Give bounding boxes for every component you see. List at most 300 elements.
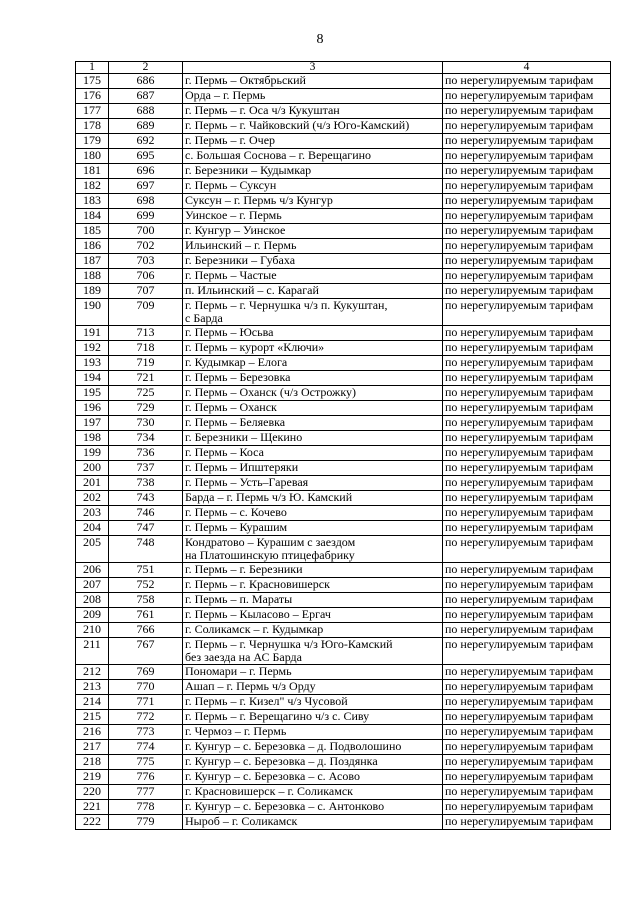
row-number-cell — [76, 431, 109, 446]
route-number-cell — [109, 119, 183, 134]
route-name-cell-text: г. Пермь – г. Очер — [185, 133, 276, 147]
tariff-cell — [443, 476, 611, 491]
tariff-cell — [443, 104, 611, 119]
route-number-cell — [109, 695, 183, 710]
route-name-cell — [183, 341, 443, 356]
row-number-cell-text: 187 — [83, 253, 101, 267]
route-name-cell-text: Уинское – г. Пермь — [185, 208, 282, 222]
route-name-cell — [183, 593, 443, 608]
tariff-cell — [443, 506, 611, 521]
row-number-cell — [76, 209, 109, 224]
route-name-cell-text: Ильинский – г. Пермь — [185, 238, 297, 252]
route-number-cell-text: 729 — [136, 400, 155, 414]
table-row — [76, 725, 611, 740]
route-number-cell — [109, 623, 183, 638]
tariff-cell-text: по нерегулируемым тарифам — [445, 664, 594, 678]
row-number-cell — [76, 593, 109, 608]
row-number-cell — [76, 536, 109, 563]
tariff-cell — [443, 785, 611, 800]
tariff-cell-text: по нерегулируемым тарифам — [445, 253, 594, 267]
tariff-cell — [443, 770, 611, 785]
row-number-cell — [76, 800, 109, 815]
tariff-cell-text: по нерегулируемым тарифам — [445, 724, 594, 738]
route-number-cell — [109, 194, 183, 209]
route-name-cell — [183, 194, 443, 209]
route-name-cell — [183, 74, 443, 89]
route-number-cell-text: 700 — [136, 223, 155, 237]
row-number-cell-text: 180 — [83, 148, 101, 162]
row-number-cell — [76, 119, 109, 134]
tariff-cell — [443, 179, 611, 194]
row-number-cell — [76, 725, 109, 740]
tariff-cell-text: по нерегулируемым тарифам — [445, 193, 594, 207]
route-number-cell-text: 777 — [136, 784, 155, 798]
row-number-cell-text: 194 — [83, 370, 101, 384]
route-number-cell-text: 702 — [136, 238, 155, 252]
route-name-cell-text: г. Кунгур – с. Березовка – с. Антонково — [185, 799, 385, 813]
route-name-cell — [183, 710, 443, 725]
row-number-cell — [76, 149, 109, 164]
row-number-cell-text: 178 — [83, 118, 101, 132]
row-number-cell-text: 207 — [83, 577, 101, 591]
row-number-cell-text: 201 — [83, 475, 101, 489]
route-number-cell-text: 773 — [136, 724, 155, 738]
route-name-cell-text: г. Пермь – г. Чернушка ч/з п. Кукуштан, с Барда — [185, 298, 388, 325]
row-number-cell-text: 185 — [83, 223, 101, 237]
route-name-cell-text: г. Пермь – г. Чернушка ч/з Юго-Камский без заезда на АС Барда — [185, 637, 393, 664]
route-number-cell — [109, 89, 183, 104]
table-row — [76, 680, 611, 695]
tariff-cell-text: по нерегулируемым тарифам — [445, 163, 594, 177]
table-row — [76, 521, 611, 536]
route-number-cell-text: 696 — [136, 163, 155, 177]
tariff-cell — [443, 623, 611, 638]
table-row — [76, 506, 611, 521]
route-number-cell-text: 725 — [136, 385, 155, 399]
table-row — [76, 623, 611, 638]
table-row — [76, 578, 611, 593]
route-name-cell-text: Кондратово – Курашим с заездом на Платошинскую птицефабрику — [185, 535, 356, 562]
route-number-cell — [109, 209, 183, 224]
route-name-cell-text: г. Пермь – с. Кочево — [185, 505, 287, 519]
route-number-cell — [109, 491, 183, 506]
table-row — [76, 341, 611, 356]
row-number-cell-text: 218 — [83, 754, 101, 768]
tariff-cell-text: по нерегулируемым тарифам — [445, 520, 594, 534]
route-name-cell — [183, 815, 443, 830]
route-number-cell — [109, 755, 183, 770]
table-row — [76, 239, 611, 254]
route-number-cell — [109, 299, 183, 326]
row-number-cell-text: 176 — [83, 88, 101, 102]
tariff-cell — [443, 401, 611, 416]
route-number-cell — [109, 506, 183, 521]
route-name-cell-text: Барда – г. Пермь ч/з Ю. Камский — [185, 490, 353, 504]
route-number-cell — [109, 476, 183, 491]
route-number-cell-text: 751 — [136, 562, 155, 576]
route-name-cell — [183, 755, 443, 770]
table-row — [76, 416, 611, 431]
row-number-cell-text: 221 — [83, 799, 101, 813]
tariff-cell-text: по нерегулируемым тарифам — [445, 622, 594, 636]
table-row — [76, 476, 611, 491]
route-name-cell — [183, 134, 443, 149]
table-row — [76, 431, 611, 446]
table-row — [76, 536, 611, 563]
table-row — [76, 491, 611, 506]
tariff-cell — [443, 665, 611, 680]
route-name-cell — [183, 209, 443, 224]
route-name-cell — [183, 800, 443, 815]
route-number-cell-text: 778 — [136, 799, 155, 813]
route-number-cell-text: 695 — [136, 148, 155, 162]
route-name-cell-text: г. Пермь – Суксун — [185, 178, 277, 192]
row-number-cell-text: 175 — [83, 73, 101, 87]
tariff-cell — [443, 755, 611, 770]
tariff-cell-text: по нерегулируемым тарифам — [445, 754, 594, 768]
route-name-cell — [183, 491, 443, 506]
route-number-cell — [109, 815, 183, 830]
route-number-cell — [109, 521, 183, 536]
row-number-cell — [76, 371, 109, 386]
row-number-cell — [76, 326, 109, 341]
route-name-cell-text: Орда – г. Пермь — [185, 88, 266, 102]
route-name-cell — [183, 608, 443, 623]
route-number-cell-text: 758 — [136, 592, 155, 606]
tariff-cell — [443, 800, 611, 815]
row-number-cell-text: 190 — [83, 298, 101, 312]
route-name-cell — [183, 371, 443, 386]
row-number-cell — [76, 815, 109, 830]
row-number-cell — [76, 740, 109, 755]
tariff-cell — [443, 194, 611, 209]
tariff-cell — [443, 608, 611, 623]
tariff-cell — [443, 356, 611, 371]
table-row — [76, 755, 611, 770]
row-number-cell — [76, 710, 109, 725]
tariff-cell-text: по нерегулируемым тарифам — [445, 133, 594, 147]
route-number-cell — [109, 725, 183, 740]
table-row — [76, 608, 611, 623]
tariff-cell — [443, 89, 611, 104]
table-row — [76, 74, 611, 89]
route-name-cell-text: г. Пермь – курорт «Ключи» — [185, 340, 325, 354]
route-number-cell — [109, 371, 183, 386]
table-row — [76, 89, 611, 104]
row-number-cell-text: 216 — [83, 724, 101, 738]
row-number-cell — [76, 74, 109, 89]
row-number-cell — [76, 224, 109, 239]
route-name-cell-text: г. Пермь – Усть–Гаревая — [185, 475, 309, 489]
table-row — [76, 134, 611, 149]
route-name-cell-text: г. Пермь – п. Мараты — [185, 592, 293, 606]
tariff-cell-text: по нерегулируемым тарифам — [445, 577, 594, 591]
row-number-cell — [76, 506, 109, 521]
route-name-cell — [183, 446, 443, 461]
route-number-cell — [109, 461, 183, 476]
table-row — [76, 299, 611, 326]
route-number-cell-text: 776 — [136, 769, 155, 783]
tariff-cell — [443, 446, 611, 461]
tariff-cell — [443, 710, 611, 725]
route-number-cell-text: 772 — [136, 709, 155, 723]
table-row — [76, 740, 611, 755]
route-name-cell-text: г. Пермь – Частые — [185, 268, 277, 282]
row-number-cell — [76, 341, 109, 356]
row-number-cell-text: 203 — [83, 505, 101, 519]
route-number-cell — [109, 386, 183, 401]
row-number-cell-text: 184 — [83, 208, 101, 222]
tariff-cell — [443, 74, 611, 89]
route-number-cell-text: 774 — [136, 739, 155, 753]
tariff-cell-text: по нерегулируемым тарифам — [445, 592, 594, 606]
route-name-cell-text: г. Пермь – Курашим — [185, 520, 288, 534]
route-number-cell — [109, 416, 183, 431]
tariff-cell — [443, 491, 611, 506]
route-name-cell — [183, 239, 443, 254]
route-number-cell — [109, 239, 183, 254]
route-number-cell — [109, 401, 183, 416]
route-number-cell-text: 707 — [136, 283, 155, 297]
tariff-cell-text: по нерегулируемым тарифам — [445, 784, 594, 798]
tariff-cell-text: по нерегулируемым тарифам — [445, 679, 594, 693]
table-row — [76, 164, 611, 179]
row-number-cell-text: 193 — [83, 355, 101, 369]
route-number-cell-text: 689 — [136, 118, 155, 132]
row-number-cell — [76, 578, 109, 593]
route-name-cell — [183, 119, 443, 134]
route-number-cell-text: 747 — [136, 520, 155, 534]
table-row — [76, 710, 611, 725]
route-number-cell — [109, 785, 183, 800]
route-number-cell-text: 698 — [136, 193, 155, 207]
route-name-cell-text: г. Пермь – Юсьва — [185, 325, 274, 339]
tariff-cell — [443, 521, 611, 536]
row-number-cell — [76, 284, 109, 299]
tariff-cell — [443, 680, 611, 695]
table-row — [76, 224, 611, 239]
row-number-cell-text: 200 — [83, 460, 101, 474]
tariff-cell — [443, 269, 611, 284]
tariff-cell — [443, 638, 611, 665]
row-number-cell — [76, 269, 109, 284]
row-number-cell — [76, 356, 109, 371]
route-name-cell — [183, 725, 443, 740]
route-number-cell — [109, 341, 183, 356]
route-name-cell — [183, 785, 443, 800]
row-number-cell — [76, 134, 109, 149]
row-number-cell — [76, 194, 109, 209]
tariff-cell — [443, 341, 611, 356]
route-name-cell — [183, 401, 443, 416]
route-number-cell — [109, 446, 183, 461]
route-name-cell-text: г. Березники – Кудымкар — [185, 163, 312, 177]
route-name-cell-text: г. Пермь – Оханск — [185, 400, 277, 414]
route-name-cell-text: г. Пермь – Оханск (ч/з Острожку) — [185, 385, 356, 399]
route-name-cell-text: г. Пермь – г. Верещагино ч/з с. Сиву — [185, 709, 370, 723]
route-name-cell-text: г. Пермь – Коса — [185, 445, 264, 459]
route-name-cell-text: г. Пермь – г. Оса ч/з Кукуштан — [185, 103, 340, 117]
route-name-cell — [183, 638, 443, 665]
table-row — [76, 770, 611, 785]
row-number-cell-text: 182 — [83, 178, 101, 192]
tariff-cell-text: по нерегулируемым тарифам — [445, 607, 594, 621]
row-number-cell — [76, 104, 109, 119]
row-number-cell-text: 210 — [83, 622, 101, 636]
route-name-cell — [183, 254, 443, 269]
route-number-cell-text: 761 — [136, 607, 155, 621]
route-name-cell-text: г. Чермоз – г. Пермь — [185, 724, 287, 738]
route-number-cell — [109, 224, 183, 239]
tariff-cell — [443, 134, 611, 149]
route-number-cell-text: 692 — [136, 133, 155, 147]
route-number-cell-text: 767 — [136, 637, 155, 651]
row-number-cell — [76, 665, 109, 680]
table-row — [76, 104, 611, 119]
route-number-cell — [109, 104, 183, 119]
route-name-cell-text: г. Пермь – Кыласово – Ергач — [185, 607, 331, 621]
table-row — [76, 269, 611, 284]
route-name-cell — [183, 299, 443, 326]
route-name-cell — [183, 326, 443, 341]
table-row — [76, 563, 611, 578]
page-number: 8 — [316, 32, 324, 47]
route-number-cell-text: 766 — [136, 622, 155, 636]
route-name-cell-text: Ныроб – г. Соликамск — [185, 814, 298, 828]
route-number-cell-text: 699 — [136, 208, 155, 222]
route-number-cell — [109, 536, 183, 563]
route-name-cell — [183, 461, 443, 476]
tariff-cell — [443, 149, 611, 164]
route-name-cell — [183, 695, 443, 710]
route-name-cell — [183, 680, 443, 695]
table-row — [76, 461, 611, 476]
tariff-cell — [443, 119, 611, 134]
route-number-cell-text: 748 — [136, 535, 155, 549]
row-number-cell — [76, 164, 109, 179]
row-number-cell-text: 220 — [83, 784, 101, 798]
route-name-cell — [183, 431, 443, 446]
tariff-cell-text: по нерегулируемым тарифам — [445, 208, 594, 222]
row-number-cell — [76, 608, 109, 623]
route-number-cell-text: 719 — [136, 355, 155, 369]
tariff-cell-text: по нерегулируемым тарифам — [445, 148, 594, 162]
row-number-cell-text: 206 — [83, 562, 101, 576]
route-name-cell-text: г. Березники – Щекино — [185, 430, 303, 444]
route-name-cell-text: п. Ильинский – с. Карагай — [185, 283, 319, 297]
route-name-cell-text: г. Пермь – г. Красновишерск — [185, 577, 330, 591]
route-number-cell — [109, 770, 183, 785]
column-header-2: 2 — [109, 62, 183, 74]
tariff-cell — [443, 593, 611, 608]
route-number-cell-text: 771 — [136, 694, 155, 708]
row-number-cell — [76, 755, 109, 770]
row-number-cell-text: 219 — [83, 769, 101, 783]
tariff-cell-text: по нерегулируемым тарифам — [445, 430, 594, 444]
row-number-cell-text: 205 — [83, 535, 101, 549]
route-name-cell — [183, 578, 443, 593]
row-number-cell-text: 208 — [83, 592, 101, 606]
row-number-cell — [76, 638, 109, 665]
row-number-cell-text: 191 — [83, 325, 101, 339]
route-number-cell — [109, 431, 183, 446]
route-number-cell-text: 703 — [136, 253, 155, 267]
tariff-cell-text: по нерегулируемым тарифам — [445, 385, 594, 399]
route-name-cell — [183, 536, 443, 563]
route-name-cell — [183, 476, 443, 491]
row-number-cell-text: 197 — [83, 415, 101, 429]
row-number-cell-text: 188 — [83, 268, 101, 282]
row-number-cell-text: 199 — [83, 445, 101, 459]
table-row — [76, 593, 611, 608]
tariff-cell-text: по нерегулируемым тарифам — [445, 415, 594, 429]
row-number-cell-text: 192 — [83, 340, 101, 354]
route-name-cell-text: г. Кудымкар – Елога — [185, 355, 288, 369]
row-number-cell-text: 213 — [83, 679, 101, 693]
route-number-cell — [109, 164, 183, 179]
table-row — [76, 371, 611, 386]
routes-table — [75, 61, 611, 830]
route-number-cell-text: 688 — [136, 103, 155, 117]
tariff-cell — [443, 740, 611, 755]
tariff-cell-text: по нерегулируемым тарифам — [445, 325, 594, 339]
row-number-cell-text: 212 — [83, 664, 101, 678]
route-name-cell — [183, 416, 443, 431]
row-number-cell-text: 202 — [83, 490, 101, 504]
route-number-cell-text: 706 — [136, 268, 155, 282]
row-number-cell-text: 196 — [83, 400, 101, 414]
tariff-cell — [443, 371, 611, 386]
row-number-cell-text: 198 — [83, 430, 101, 444]
route-name-cell — [183, 104, 443, 119]
row-number-cell — [76, 521, 109, 536]
tariff-cell-text: по нерегулируемым тарифам — [445, 223, 594, 237]
tariff-cell-text: по нерегулируемым тарифам — [445, 355, 594, 369]
table-row — [76, 401, 611, 416]
route-number-cell-text: 697 — [136, 178, 155, 192]
route-number-cell-text: 736 — [136, 445, 155, 459]
route-number-cell — [109, 593, 183, 608]
route-number-cell — [109, 740, 183, 755]
route-number-cell — [109, 608, 183, 623]
row-number-cell — [76, 446, 109, 461]
route-name-cell — [183, 770, 443, 785]
route-name-cell — [183, 89, 443, 104]
route-number-cell — [109, 134, 183, 149]
tariff-cell-text: по нерегулируемым тарифам — [445, 475, 594, 489]
table-row — [76, 254, 611, 269]
route-number-cell-text: 779 — [136, 814, 155, 828]
table-row — [76, 209, 611, 224]
tariff-cell — [443, 209, 611, 224]
route-number-cell — [109, 563, 183, 578]
route-name-cell-text: с. Большая Соснова – г. Верещагино — [185, 148, 372, 162]
route-number-cell-text: 775 — [136, 754, 155, 768]
route-number-cell-text: 770 — [136, 679, 155, 693]
route-number-cell — [109, 269, 183, 284]
tariff-cell — [443, 239, 611, 254]
table-row — [76, 149, 611, 164]
tariff-cell-text: по нерегулируемым тарифам — [445, 799, 594, 813]
row-number-cell — [76, 680, 109, 695]
tariff-cell-text: по нерегулируемым тарифам — [445, 298, 594, 312]
row-number-cell-text: 204 — [83, 520, 101, 534]
route-number-cell — [109, 179, 183, 194]
row-number-cell — [76, 695, 109, 710]
tariff-cell — [443, 299, 611, 326]
table-body — [76, 74, 611, 830]
tariff-cell-text: по нерегулируемым тарифам — [445, 535, 594, 549]
